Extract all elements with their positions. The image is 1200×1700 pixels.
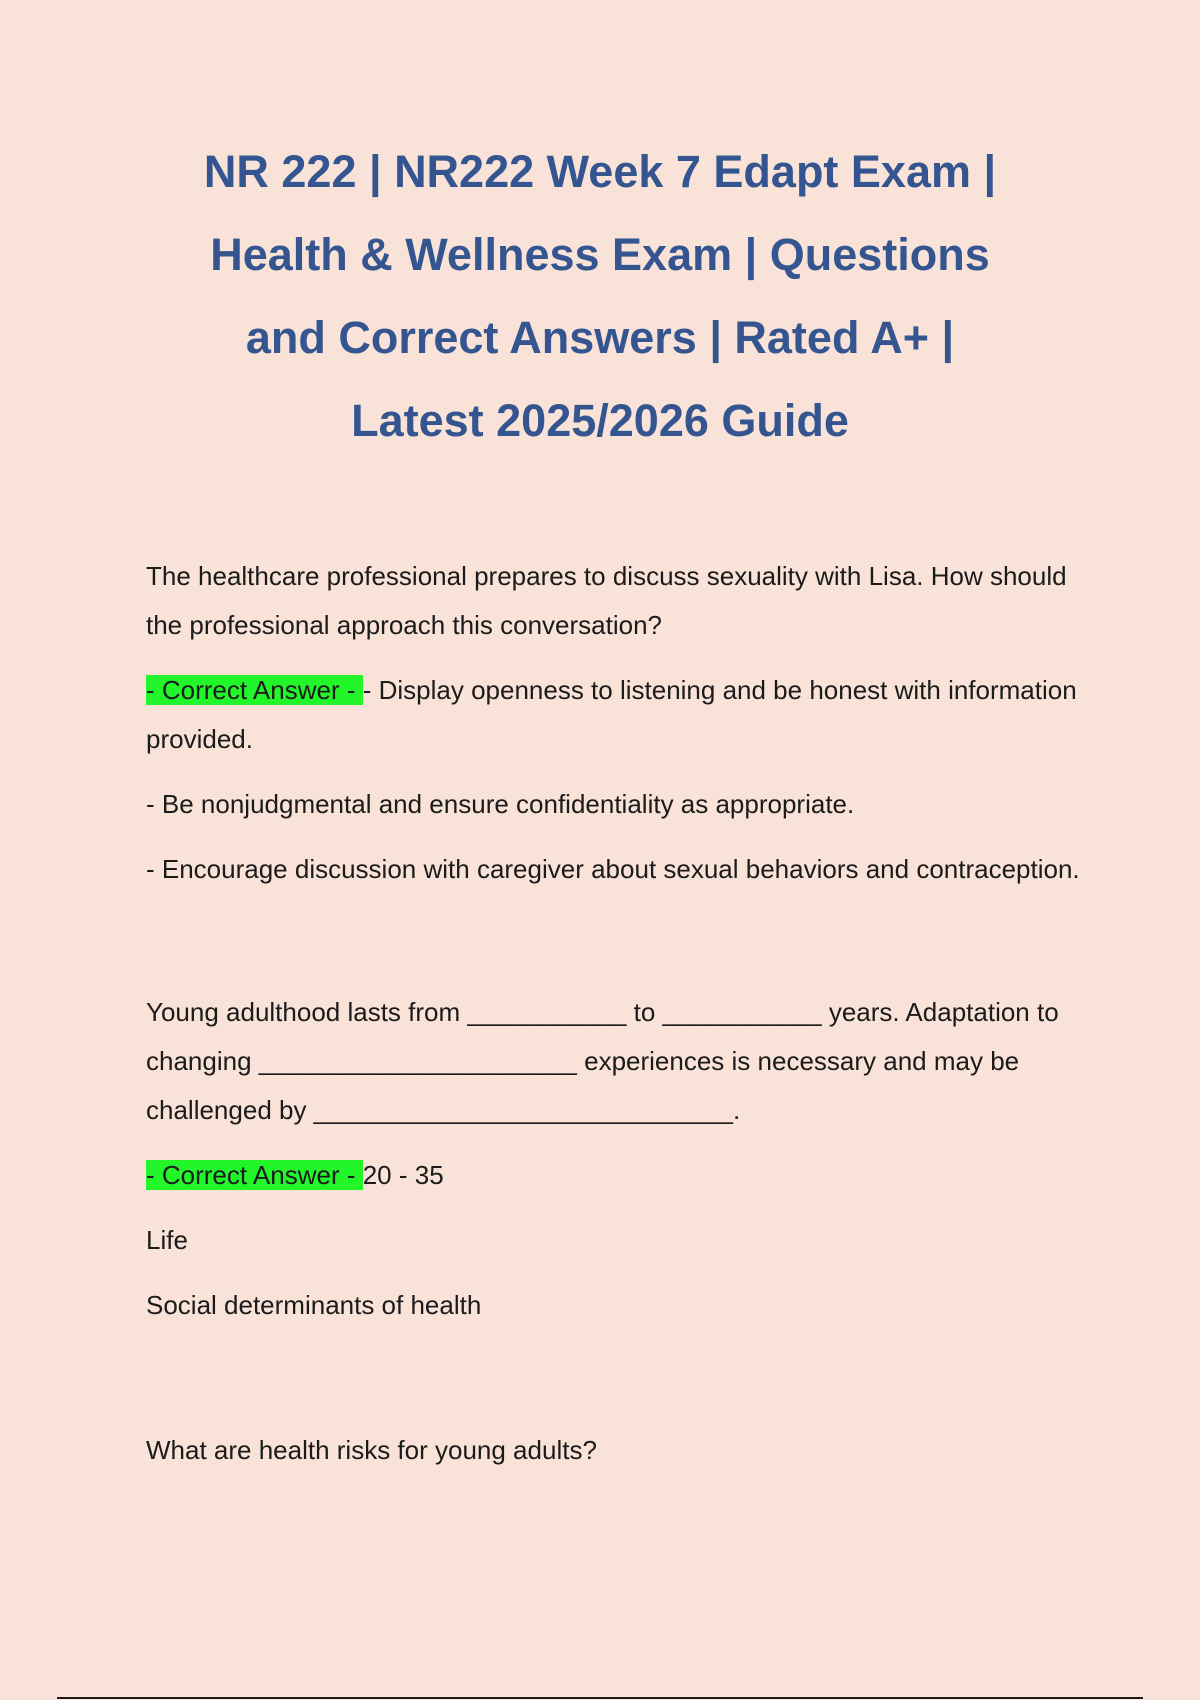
document-title — [120, 130, 1080, 462]
answer-1-line: - Encourage discussion with caregiver about sexual behaviors and contraception. — [146, 854, 1080, 884]
question-1-text: The healthcare professional prepares to discuss sexuality with Lisa. How should the professional approach this conversation? — [146, 561, 1067, 640]
answer-1 — [146, 666, 1086, 764]
footer-divider — [57, 1697, 1143, 1699]
correct-answer-highlight: - Correct Answer - — [146, 1160, 363, 1190]
title-line: and Correct Answers | Rated A+ | — [245, 312, 955, 363]
correct-answer-highlight: - Correct Answer - — [146, 675, 363, 705]
spacer — [146, 1346, 1086, 1426]
answer-2-line: Social determinants of health — [146, 1290, 482, 1320]
title-line: Health & Wellness Exam | Questions — [210, 229, 990, 280]
answer-2-first-line: 20 - 35 — [362, 1160, 444, 1190]
question-3-text: What are health risks for young adults? — [146, 1435, 597, 1465]
title-line: Latest 2025/2026 Guide — [351, 395, 849, 446]
question-2-text: Young adulthood lasts from ___________ to ___________ years. Adaptation to changing ______________________ experiences is necessary and may be challenged by _____________________________. — [146, 997, 1059, 1125]
answer-1-line: - Be nonjudgmental and ensure confidentiality as appropriate. — [146, 789, 855, 819]
spacer — [146, 910, 1086, 988]
answer-2 — [146, 1151, 1086, 1200]
answer-2-line: Life — [146, 1225, 188, 1255]
answer-1-first-line: - Display openness to listening and be honest with information provided. — [146, 675, 1077, 754]
document-body — [146, 552, 1086, 1491]
title-line: NR 222 | NR222 Week 7 Edapt Exam | — [203, 146, 997, 197]
